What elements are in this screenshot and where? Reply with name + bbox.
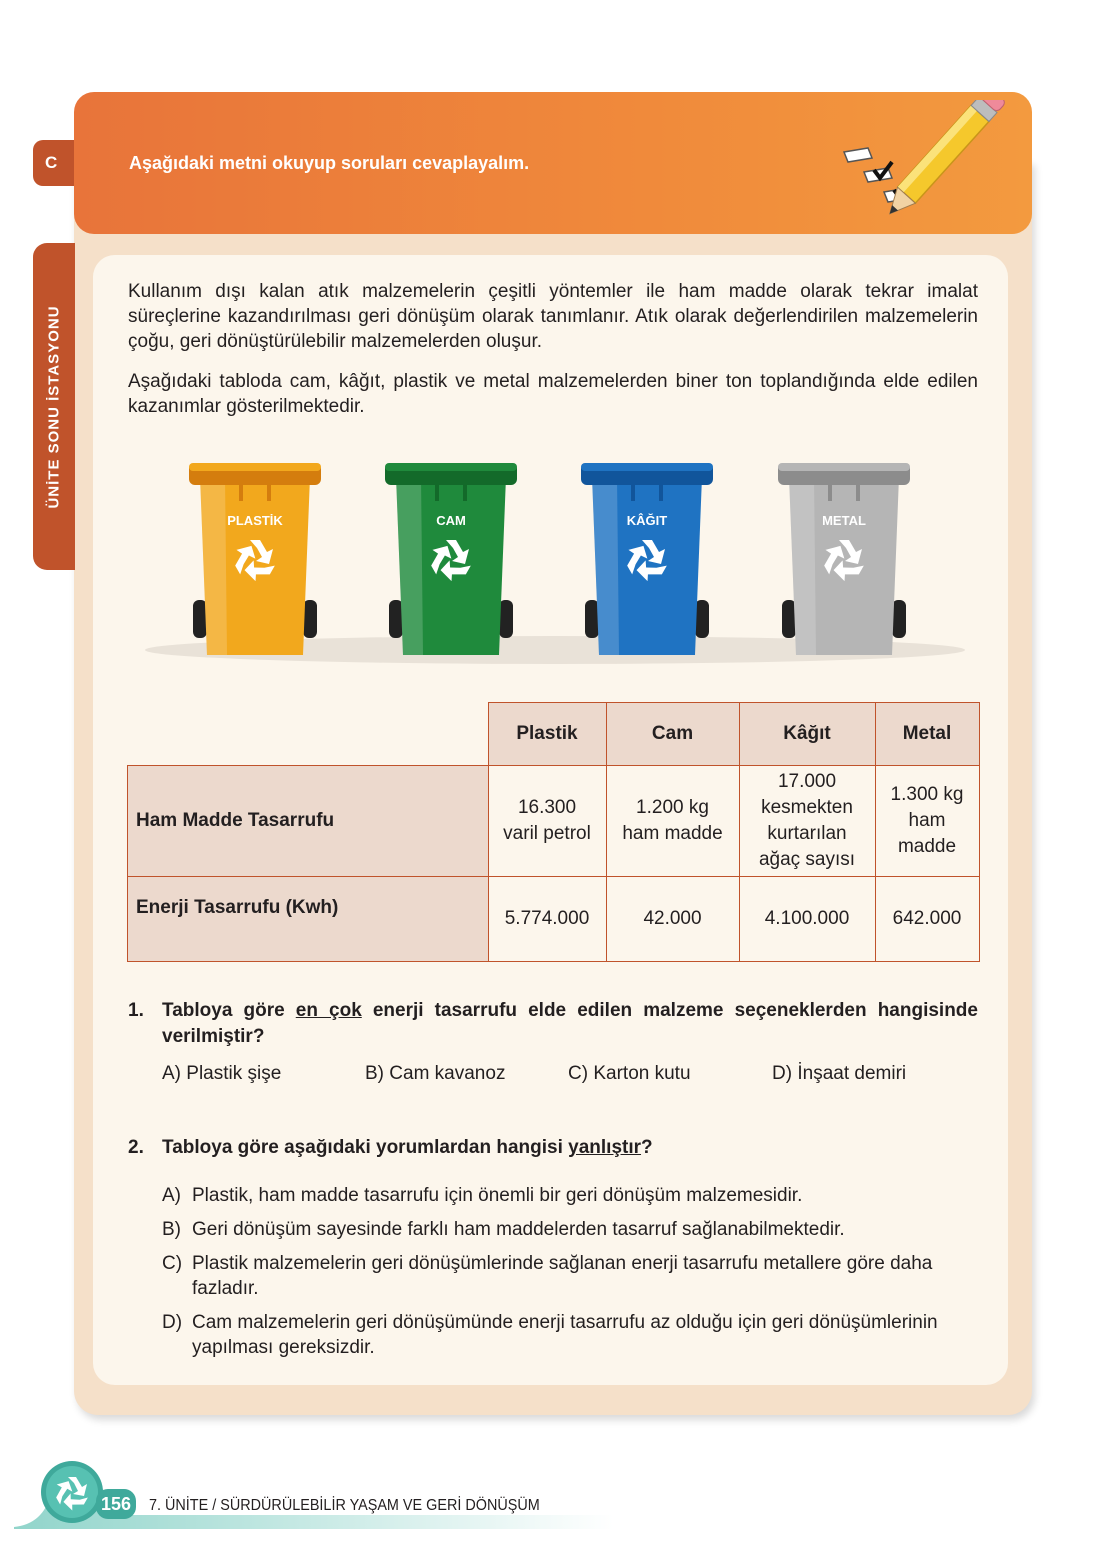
page-number: 156 bbox=[100, 1494, 132, 1514]
table-header-row bbox=[128, 703, 980, 766]
table-cell: 5.774.000 bbox=[488, 877, 606, 962]
table-cell: 1.200 kg ham madde bbox=[606, 766, 739, 877]
table-header-cell: Kâğıt bbox=[739, 703, 875, 766]
recycling-bins-illustration bbox=[140, 455, 970, 675]
bin-label: KÂĞIT bbox=[626, 513, 668, 528]
question-text: Tabloya göre aşağıdaki yorumlardan hangisi yanlıştır? bbox=[162, 1137, 653, 1158]
bin-cam bbox=[385, 463, 517, 655]
q1-option-c[interactable]: C) Karton kutu bbox=[568, 1063, 691, 1084]
intro-paragraph-2: Aşağıdaki tabloda cam, kâğıt, plastik ve metal malzemelerden biner ton toplandığında elde edilen kazanımlar gösterilmektedir. bbox=[128, 371, 978, 417]
q2-option-d[interactable]: D) Cam malzemelerin geri dönüşümünde enerji tasarrufu az olduğu için geri dönüşümlerinin yapılması gereksizdir. bbox=[162, 1312, 938, 1358]
question-number: 1. bbox=[128, 1000, 144, 1021]
pencil-checklist-icon bbox=[834, 100, 1014, 215]
header-title: Aşağıdaki metni okuyup soruları cevaplayalım. bbox=[129, 153, 530, 173]
intro-paragraph-1: Kullanım dışı kalan atık malzemelerin çeşitli yöntemler ile ham madde olarak tekrar imalat süreçlerine kazandırılması geri dönüşüm olarak tanımlanır. Atık olarak değerlendirilen malzemelerin çoğu, geri dönüştürülebilir malzemelerden oluşur. bbox=[128, 281, 978, 352]
activity-header bbox=[74, 92, 1032, 234]
table-cell: 4.100.000 bbox=[739, 877, 875, 962]
side-tab bbox=[33, 243, 75, 570]
bin-plasti̇k bbox=[189, 463, 321, 655]
bin-label: CAM bbox=[436, 513, 466, 528]
table-cell: 17.000 kesmekten kurtarılan ağaç sayısı bbox=[739, 766, 875, 877]
question-1 bbox=[128, 998, 978, 1050]
question-number: 2. bbox=[128, 1137, 144, 1158]
table-cell: 42.000 bbox=[606, 877, 739, 962]
row-label: Ham Madde Tasarrufu bbox=[128, 766, 489, 877]
q2-option-a[interactable]: A) Plastik, ham madde tasarrufu için önemli bir geri dönüşüm malzemesidir. bbox=[162, 1185, 803, 1206]
table-header-cell: Cam bbox=[606, 703, 739, 766]
bin-kâğit bbox=[581, 463, 713, 655]
question-2 bbox=[128, 1135, 978, 1161]
bin-label: PLASTİK bbox=[227, 513, 283, 528]
section-letter: C bbox=[45, 153, 58, 172]
bin-label: METAL bbox=[822, 513, 866, 528]
recycling-savings-table bbox=[127, 702, 980, 962]
table-cell: 1.300 kg ham madde bbox=[875, 766, 979, 877]
side-tab-label: ÜNİTE SONU İSTASYONU bbox=[45, 304, 63, 509]
question-text: Tabloya göre en çok enerji tasarrufu elde edilen malzeme seçeneklerden hangisinde verilmiştir? bbox=[162, 1000, 978, 1047]
q1-option-a[interactable]: A) Plastik şişe bbox=[162, 1063, 282, 1084]
q2-options bbox=[162, 1183, 972, 1369]
table-row bbox=[128, 877, 980, 962]
q2-option-c[interactable]: C) Plastik malzemelerin geri dönüşümlerinde sağlanan enerji tasarrufu metallere göre daha fazladır. bbox=[162, 1253, 933, 1299]
table-header-cell: Metal bbox=[875, 703, 979, 766]
table-cell: 642.000 bbox=[875, 877, 979, 962]
q1-option-b[interactable]: B) Cam kavanoz bbox=[365, 1063, 506, 1084]
footer-unit-title: 7. ÜNİTE / SÜRDÜRÜLEBİLİR YAŞAM VE GERİ DÖNÜŞÜM bbox=[149, 1497, 540, 1514]
table-header-cell: Plastik bbox=[488, 703, 606, 766]
bin-metal bbox=[778, 463, 910, 655]
row-label: Enerji Tasarrufu (Kwh) bbox=[128, 877, 489, 962]
table-row bbox=[128, 766, 980, 877]
q1-option-d[interactable]: D) İnşaat demiri bbox=[772, 1063, 907, 1084]
q2-option-b[interactable]: B) Geri dönüşüm sayesinde farklı ham maddelerden tasarruf sağlanabilmektedir. bbox=[162, 1219, 845, 1240]
table-cell: 16.300 varil petrol bbox=[488, 766, 606, 877]
